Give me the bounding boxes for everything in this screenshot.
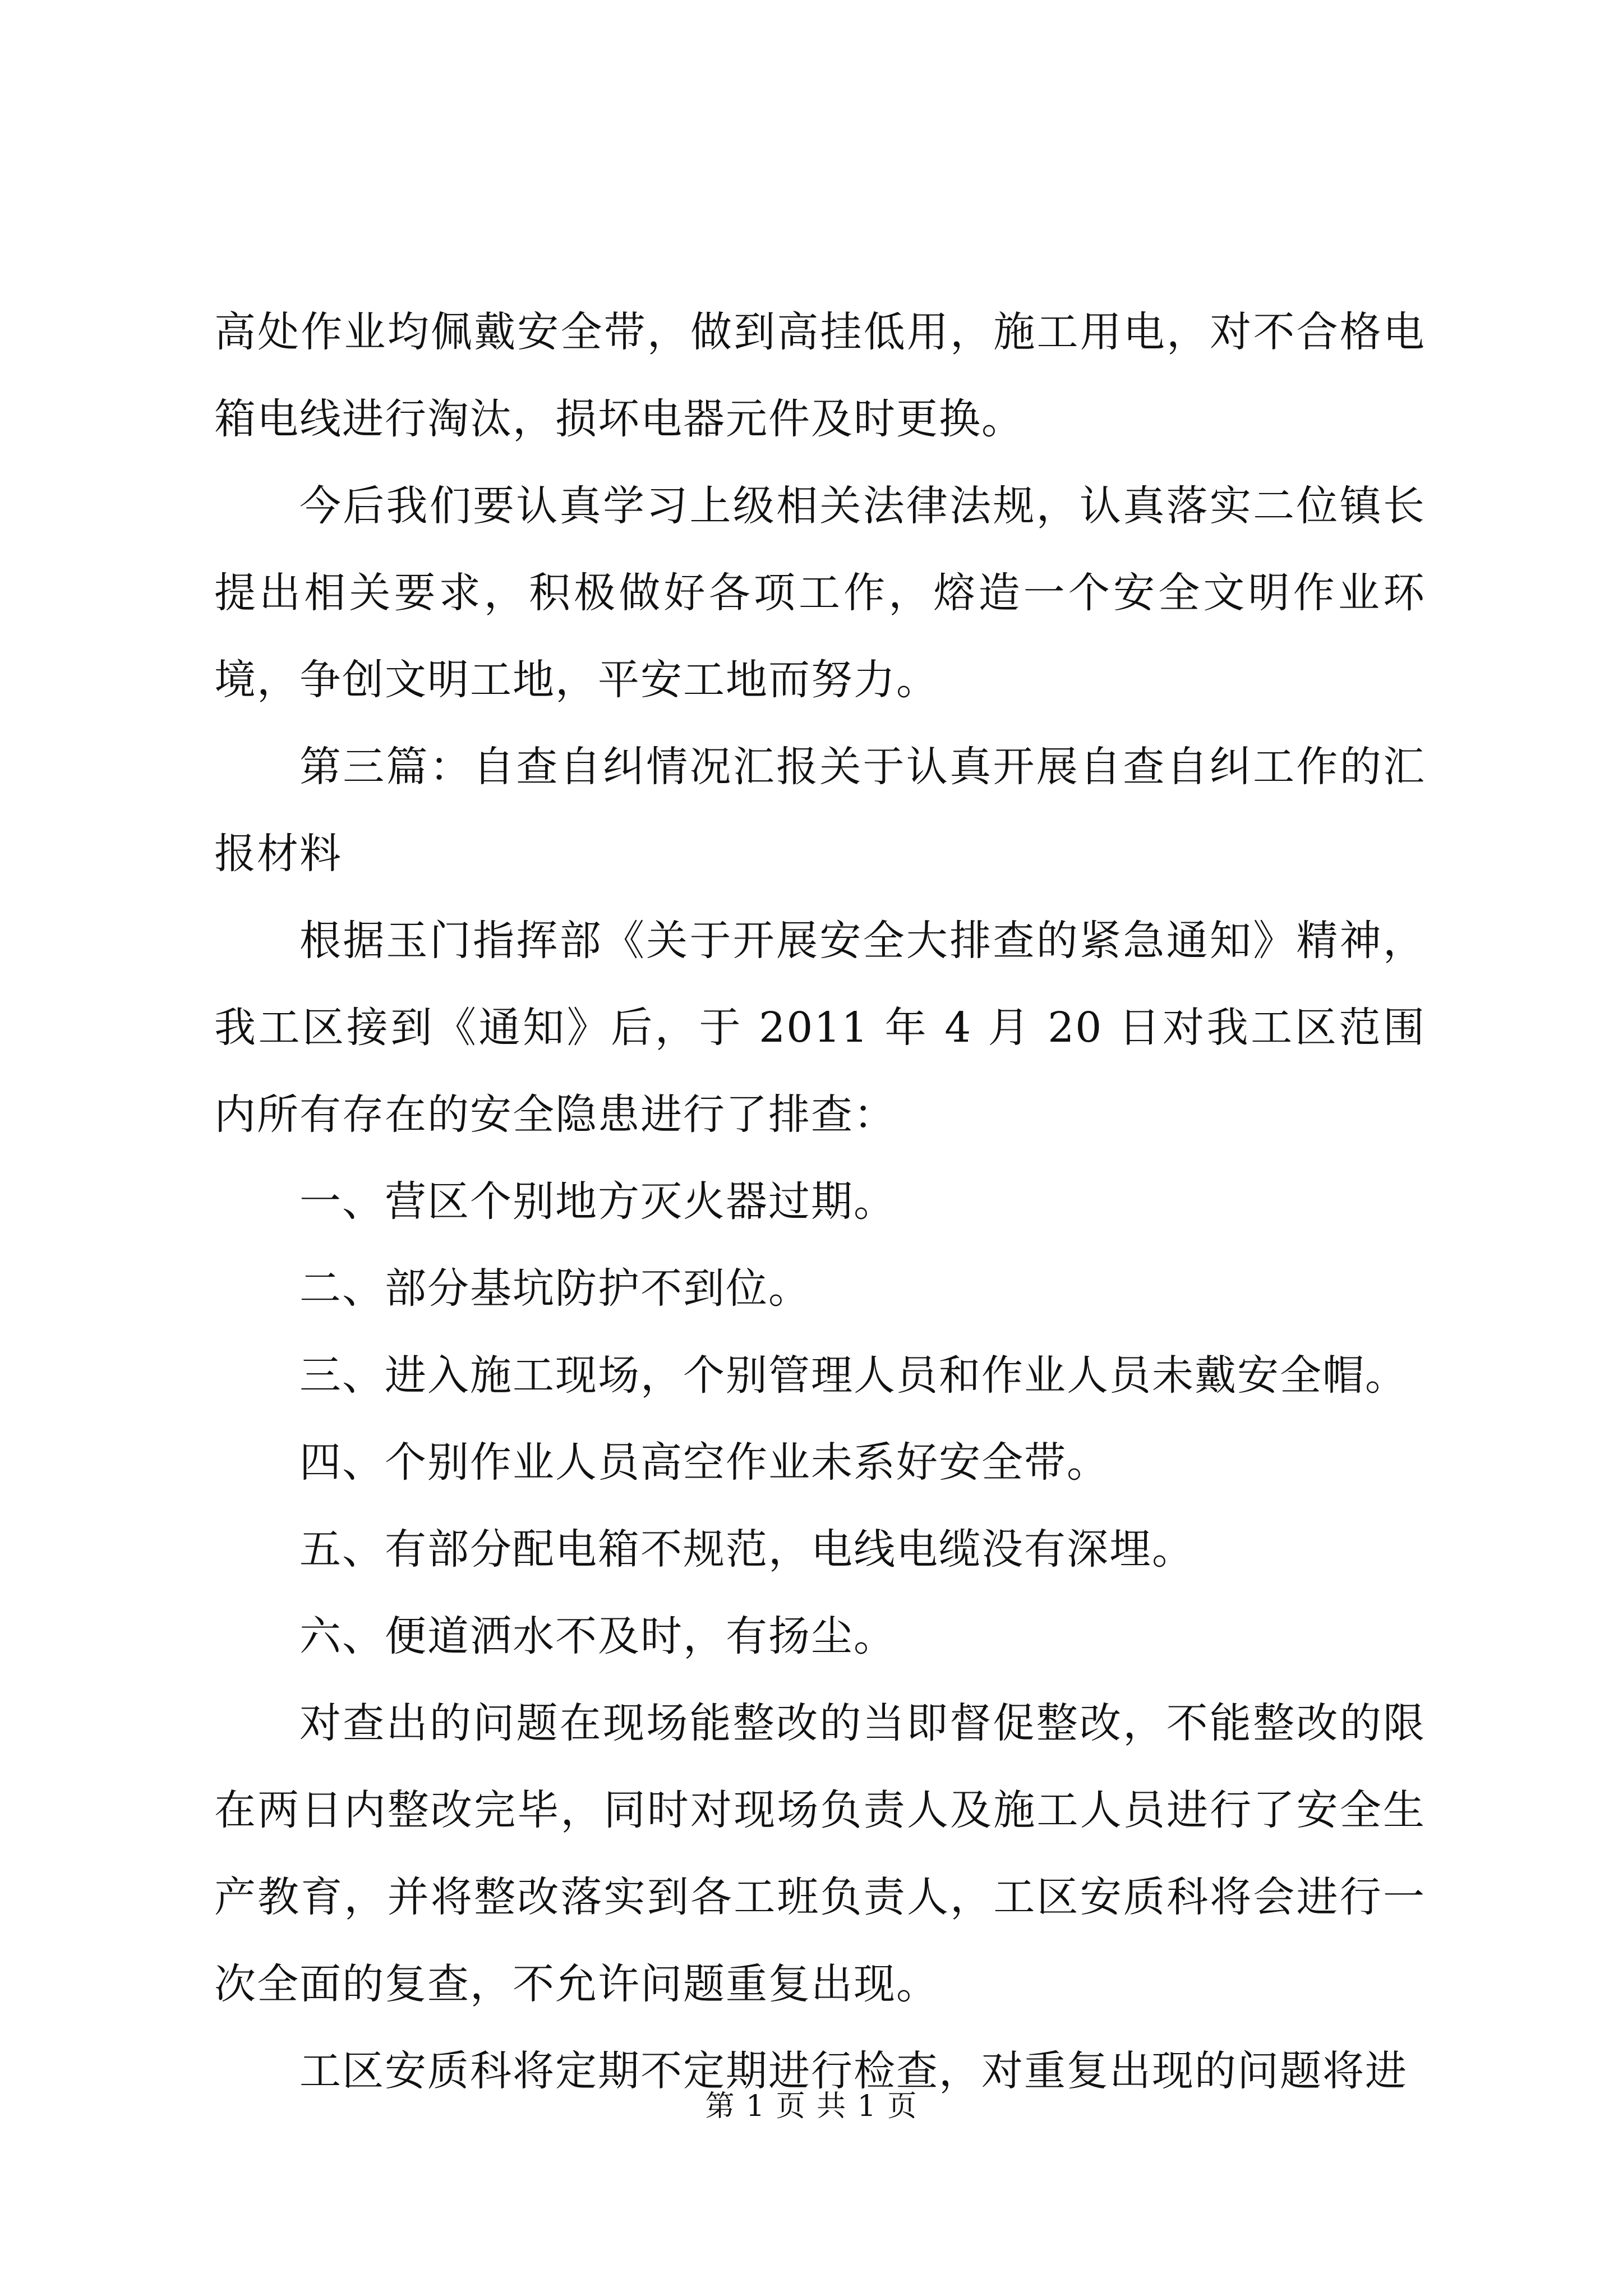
paragraph-4: 根据玉门指挥部《关于开展安全大排查的紧急通知》精神，我工区接到《通知》后，于 2011 年 4 月 20 日对我工区范围内所有存在的安全隐患进行了排查： <box>214 917 1426 1139</box>
list-item-3: 三、进入施工现场，个别管理人员和作业人员未戴安全帽。 <box>299 1351 1408 1400</box>
paragraph-inspection: 工区安质科将定期不定期进行检查，对重复出现的问题将进 <box>299 2047 1408 2095</box>
list-item-5: 五、有部分配电箱不规范，电线电缆没有深埋。 <box>299 1525 1195 1573</box>
paragraph-1: 高处作业均佩戴安全带，做到高挂低用，施工用电，对不合格电箱电线进行淘汰，损坏电器元件及时更换。 <box>214 308 1426 443</box>
list-item-1: 一、营区个别地方灭火器过期。 <box>299 1177 896 1226</box>
document-body <box>214 289 1426 2115</box>
page-footer: 第 1 页 共 1 页 <box>705 2090 918 2123</box>
list-item-4: 四、个别作业人员高空作业未系好安全带。 <box>299 1438 1109 1487</box>
paragraph-2: 今后我们要认真学习上级相关法律法规，认真落实二位镇长提出相关要求，积极做好各项工作，熔造一个安全文明作业环境，争创文明工地，平安工地而努力。 <box>214 482 1426 704</box>
paragraph-rectification: 对查出的问题在现场能整改的当即督促整改，不能整改的限在两日内整改完毕，同时对现场负责人及施工人员进行了安全生产教育，并将整改落实到各工班负责人，工区安质科将会进行一次全面的复查，不允许问题重复出现。 <box>214 1699 1426 2008</box>
paragraph-3-section-title: 第三篇：自查自纠情况汇报关于认真开展自查自纠工作的汇报材料 <box>214 743 1426 878</box>
list-item-2: 二、部分基坑防护不到位。 <box>299 1264 811 1313</box>
list-item-6: 六、便道洒水不及时，有扬尘。 <box>299 1612 896 1660</box>
